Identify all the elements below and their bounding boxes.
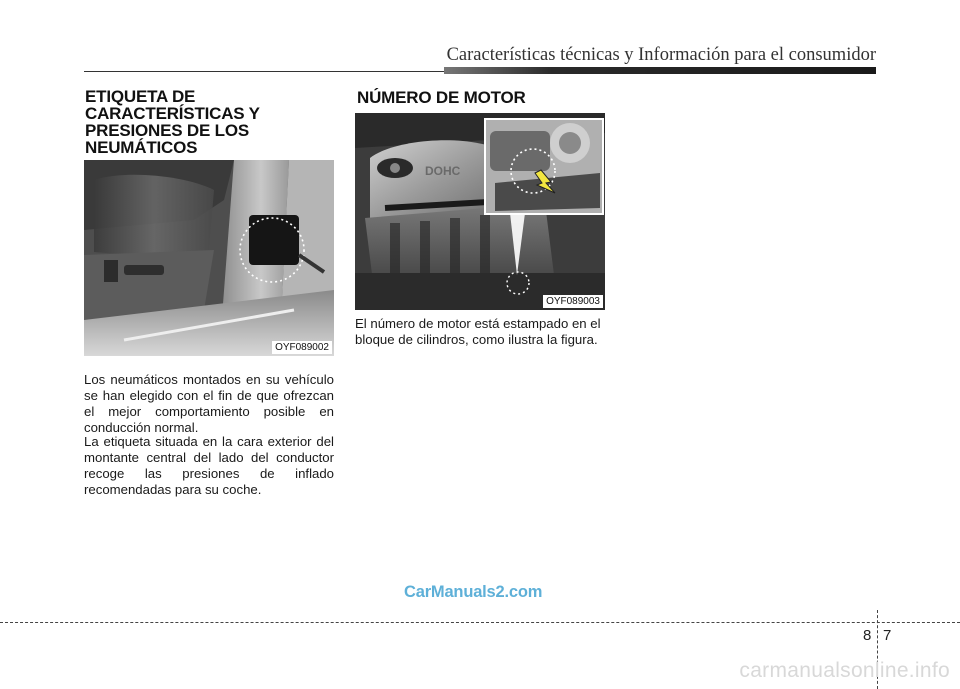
engine-section-title: NÚMERO DE MOTOR: [357, 88, 526, 107]
tire-paragraph-2: La etiqueta situada en la cara exterior del montante central del lado del conductor recoge las presiones de inflado recomendadas para su coche.: [84, 434, 334, 497]
engine-photo: [355, 113, 605, 310]
engine-bay-illustration: [355, 113, 605, 310]
header-rule-thin: [84, 71, 444, 72]
site-watermark: carmanualsonline.info: [739, 659, 950, 682]
page-number: 7: [883, 627, 892, 644]
header-rule: [84, 67, 876, 74]
door-pillar-illustration: [84, 160, 334, 356]
page-header-title: Características técnicas y Información para el consumidor: [446, 45, 876, 65]
engine-paragraph: El número de motor está estampado en el bloque de cilindros, como ilustra la figura.: [355, 316, 601, 347]
footer-rule: [0, 622, 960, 623]
header-rule-thick: [444, 67, 876, 74]
tire-section-title: [85, 88, 260, 156]
tire-paragraph-1: Los neumáticos montados en su vehículo se han elegido con el fin de que ofrezcan el mejor comportamiento posible en conducción normal.: [84, 372, 334, 435]
tire-title-line-1: ETIQUETA DE: [85, 87, 196, 106]
tire-title-line-2: CARACTERÍSTICAS Y: [85, 104, 260, 123]
engine-cover-label: DOHC: [425, 164, 461, 178]
engine-photo-code: OYF089003: [543, 295, 603, 308]
tire-title-line-3: PRESIONES DE LOS: [85, 121, 250, 140]
page-chapter-number: 8: [863, 627, 872, 644]
watermark-text[interactable]: CarManuals2.com: [404, 583, 543, 601]
tire-title-line-4: NEUMÁTICOS: [85, 138, 198, 157]
tire-photo-code: OYF089002: [272, 341, 332, 354]
tire-label-photo: [84, 160, 334, 356]
